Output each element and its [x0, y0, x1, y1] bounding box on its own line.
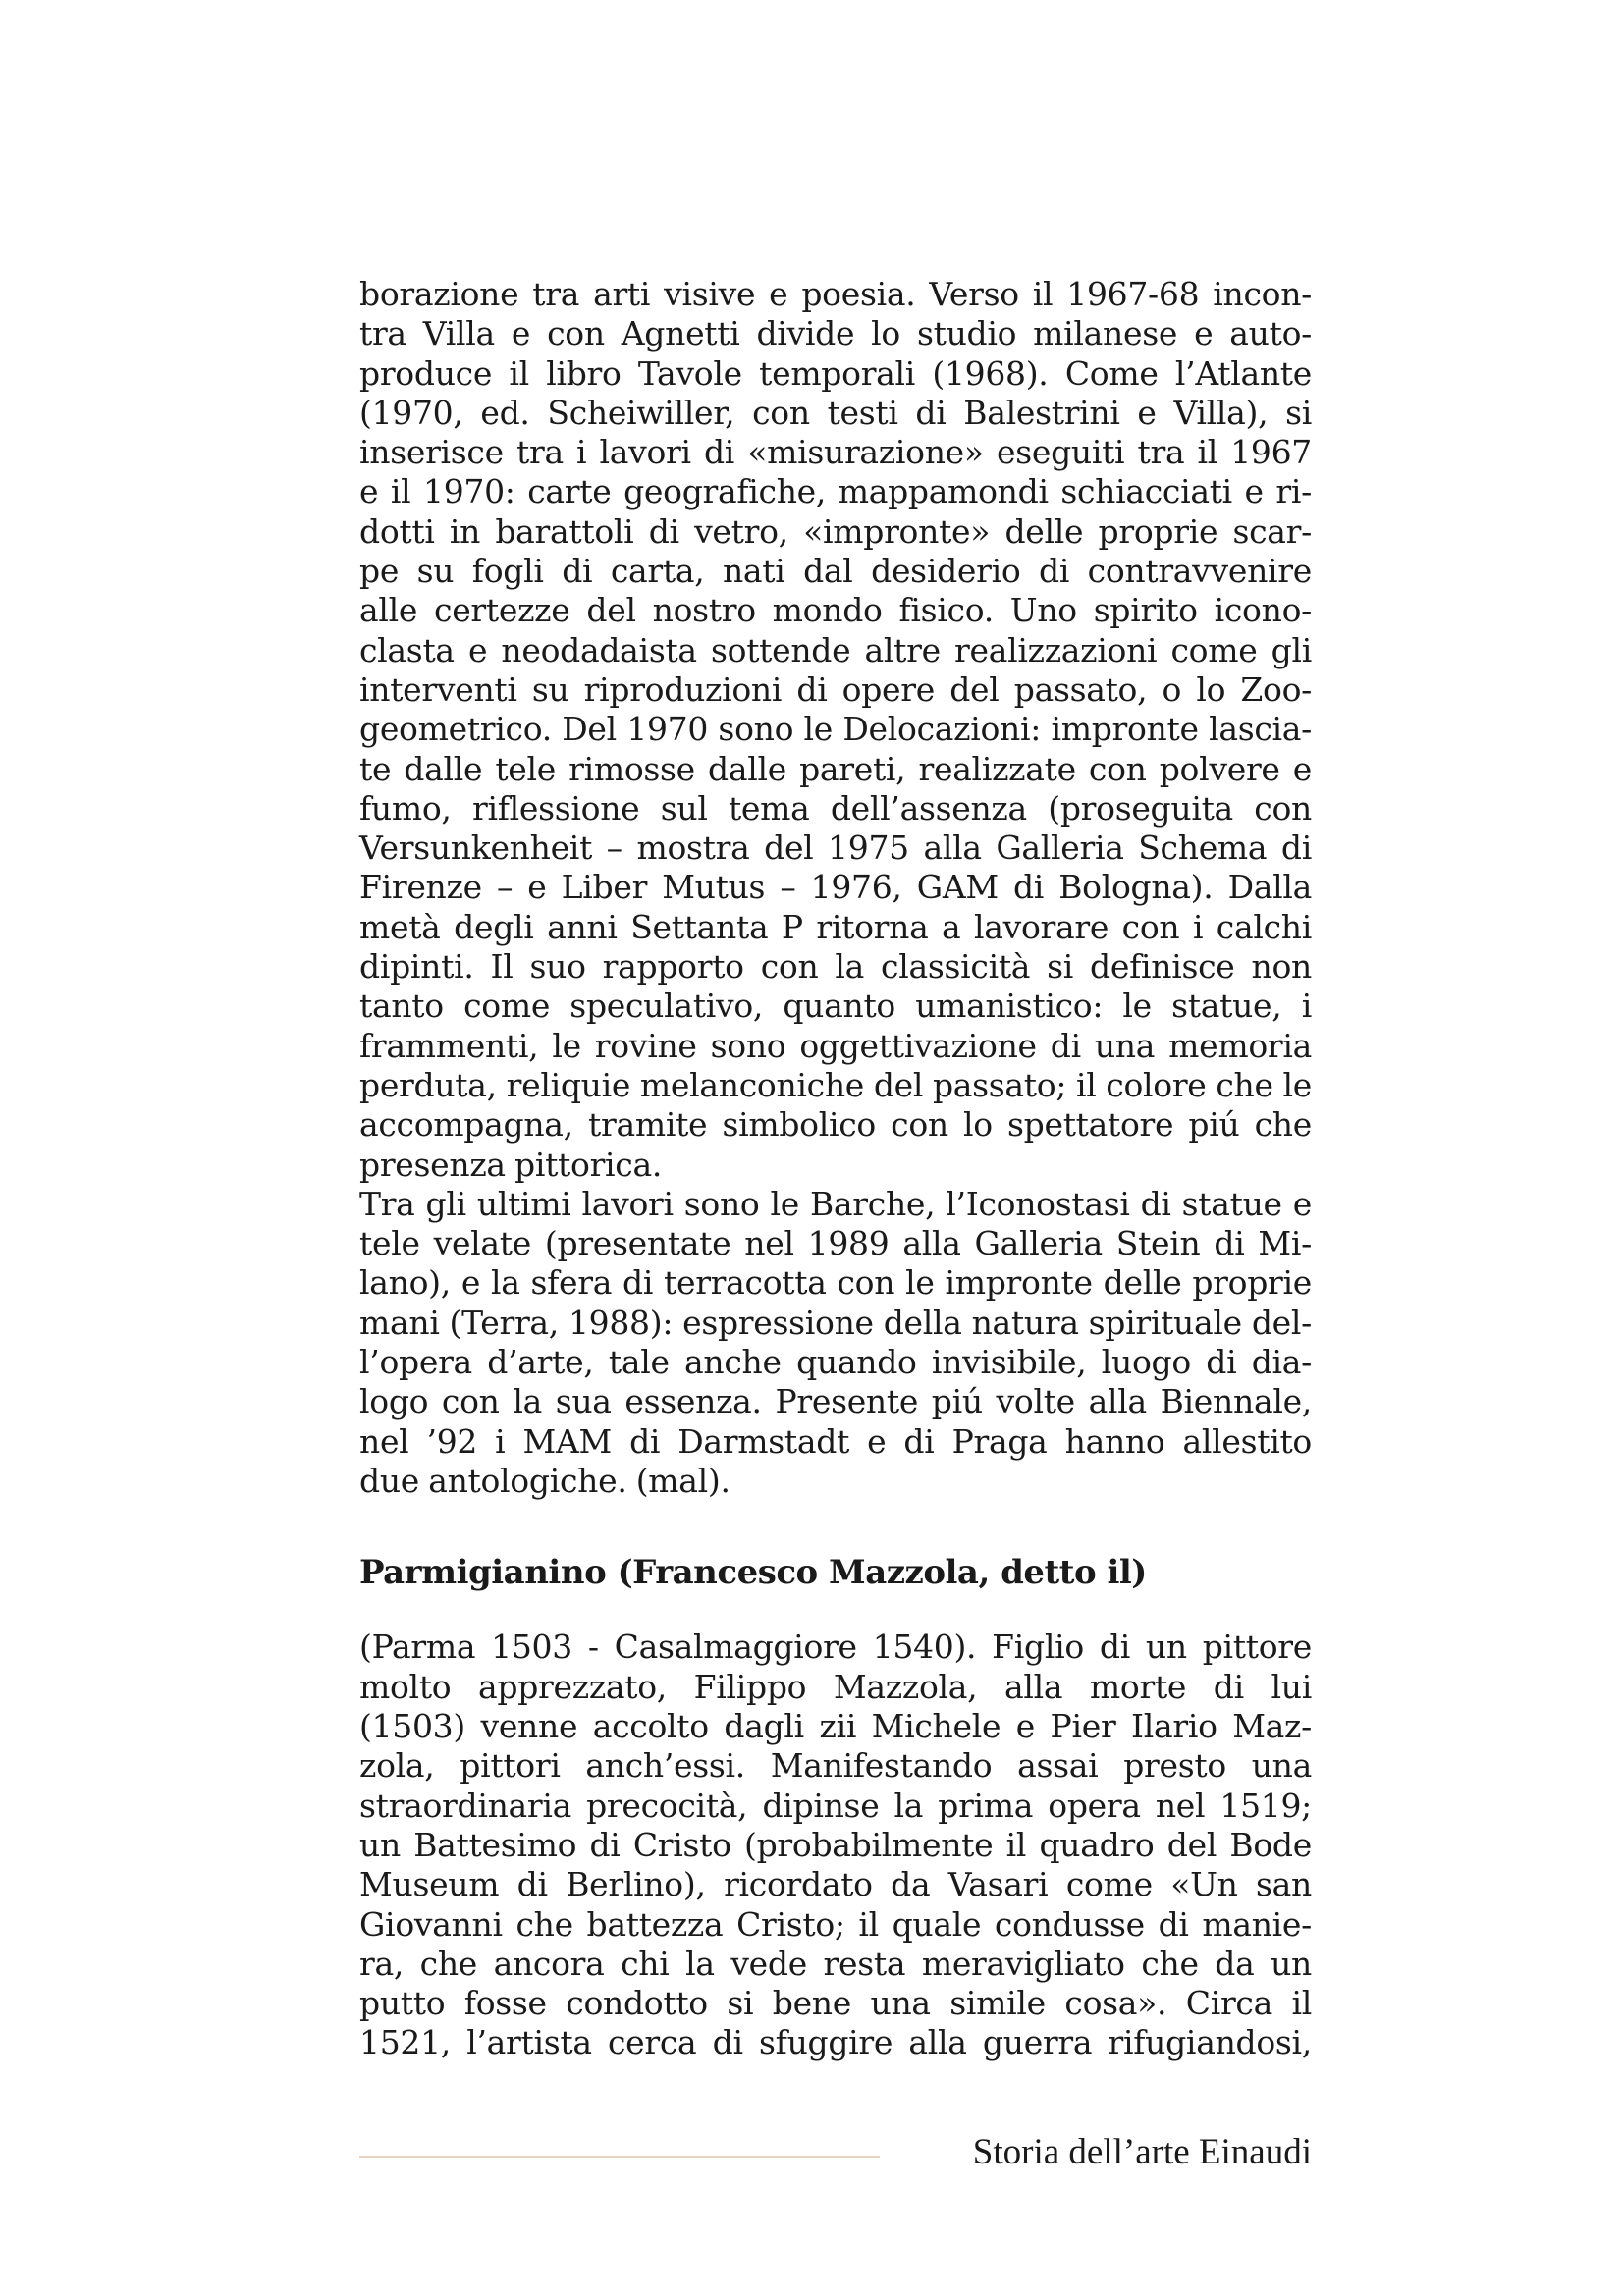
text-line: inserisce tra i lavori di «misurazione» eseguiti tra il 1967	[359, 433, 1312, 472]
text-line: putto fosse condotto si bene una simile cosa». Circa il	[359, 1984, 1312, 2023]
text-line: nel ’92 i MAM di Darmstadt e di Praga hanno allestito	[359, 1421, 1312, 1461]
text-line: due antologiche. (mal).	[359, 1461, 730, 1500]
text-line: Museum di Berlino), ricordato da Vasari come «Un san	[359, 1865, 1312, 1904]
text-line: 1521, l’artista cerca di sfuggire alla guerra rifugiandosi,	[359, 2023, 1312, 2062]
text-line: frammenti, le rovine sono oggettivazione di una memoria	[359, 1026, 1312, 1065]
text-line: logo con la sua essenza. Presente piú volte alla Biennale,	[359, 1382, 1312, 1421]
text-line: (1970, ed. Scheiwiller, con testi di Balestrini e Villa), si	[359, 393, 1312, 432]
text-line: Giovanni che battezza Cristo; il quale condusse di manie-	[359, 1904, 1312, 1944]
text-line: produce il libro Tavole temporali (1968). Come l’Atlante	[359, 353, 1312, 393]
text-line: te dalle tele rimosse dalle pareti, realizzate con polvere e	[359, 749, 1312, 788]
text-line: (1503) venne accolto dagli zii Michele e Pier Ilario Maz-	[359, 1707, 1312, 1746]
text-line: fumo, riflessione sul tema dell’assenza (proseguita con	[359, 788, 1312, 828]
text-line: Versunkenheit – mostra del 1975 alla Galleria Schema di	[359, 828, 1312, 868]
text-line: dotti in barattoli di vetro, «impronte» delle proprie scar-	[359, 511, 1312, 551]
text-line: tanto come speculativo, quanto umanistico: le statue, i	[359, 987, 1312, 1026]
text-line: Firenze – e Liber Mutus – 1976, GAM di Bologna). Dalla	[359, 868, 1312, 907]
main-text-column	[359, 275, 1312, 2063]
text-line: straordinaria precocità, dipinse la prima opera nel 1519;	[359, 1786, 1312, 1825]
text-line: geometrico. Del 1970 sono le Delocazioni: impronte lascia-	[359, 710, 1312, 749]
text-line: clasta e neodadaista sottende altre realizzazioni come gli	[359, 630, 1312, 669]
paragraph-late-works	[359, 1185, 1312, 1501]
text-line: alle certezze del nostro mondo fisico. Uno spirito icono-	[359, 591, 1312, 630]
text-line: tra Villa e con Agnetti divide lo studio milanese e auto-	[359, 314, 1312, 353]
text-line: molto apprezzato, Filippo Mazzola, alla morte di lui	[359, 1667, 1312, 1706]
page-footer	[359, 2128, 1312, 2177]
text-line: ra, che ancora chi la vede resta meravigliato che da un	[359, 1944, 1312, 1983]
paragraph-parmigianino	[359, 1628, 1312, 2062]
text-line: dipinti. Il suo rapporto con la classicità si definisce non	[359, 947, 1312, 987]
text-line: accompagna, tramite simbolico con lo spettatore piú che	[359, 1105, 1312, 1145]
text-line: interventi su riproduzioni di opere del passato, o lo Zoo-	[359, 669, 1312, 709]
paragraph-continuation	[359, 275, 1312, 1185]
footer-rule	[359, 2156, 880, 2158]
text-line: Tra gli ultimi lavori sono le Barche, l’Iconostasi di statue e	[359, 1184, 1312, 1223]
text-line: pe su fogli di carta, nati dal desiderio di contravvenire	[359, 552, 1312, 591]
text-line: (Parma 1503 - Casalmaggiore 1540). Figlio di un pittore	[359, 1628, 1312, 1667]
footer-title: Storia dell’arte Einaudi	[972, 2132, 1312, 2172]
text-line: borazione tra arti visive e poesia. Verso il 1967-68 incon-	[359, 275, 1312, 313]
text-line: presenza pittorica.	[359, 1145, 663, 1184]
text-line: perduta, reliquie melanconiche del passato; il colore che le	[359, 1065, 1312, 1104]
text-line: e il 1970: carte geografiche, mappamondi schiacciati e ri-	[359, 472, 1312, 511]
text-line: un Battesimo di Cristo (probabilmente il quadro del Bode	[359, 1825, 1312, 1864]
text-line: lano), e la sfera di terracotta con le impronte delle proprie	[359, 1263, 1312, 1303]
text-line: mani (Terra, 1988): espressione della natura spirituale del-	[359, 1303, 1312, 1342]
text-line: l’opera d’arte, tale anche quando invisibile, luogo di dia-	[359, 1343, 1312, 1382]
text-line: zola, pittori anch’essi. Manifestando assai presto una	[359, 1746, 1312, 1786]
text-line: metà degli anni Settanta P ritorna a lavorare con i calchi	[359, 907, 1312, 946]
text-line: tele velate (presentate nel 1989 alla Galleria Stein di Mi-	[359, 1224, 1312, 1263]
entry-heading: Parmigianino (Francesco Mazzola, detto il)	[359, 1553, 1147, 1593]
